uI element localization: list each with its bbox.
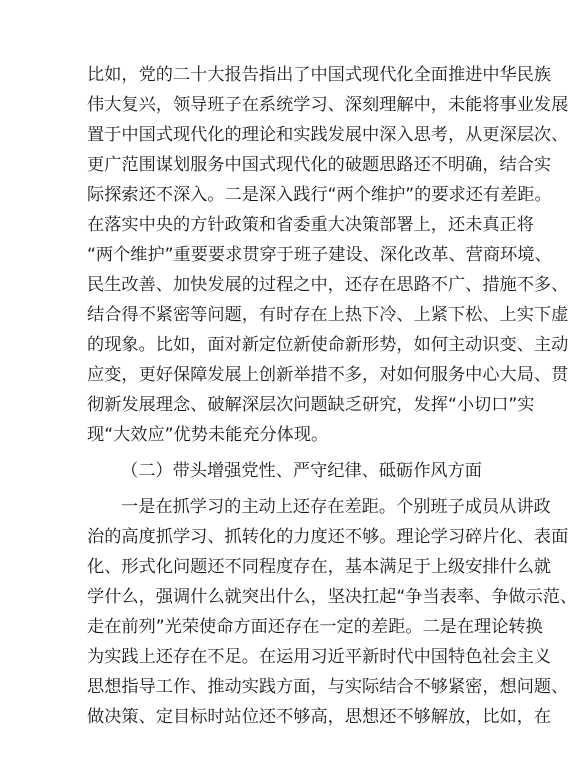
text-line: 置于中国式现代化的理论和实践发展中深入思考，从更深层次、 bbox=[87, 125, 569, 145]
text-line: 应变，更好保障发展上创新举措不多，对如何服务中心大局、贯 bbox=[87, 365, 569, 385]
text-line: 学什么，强调什么就突出什么，坚决扛起“争当表率、争做示范、 bbox=[87, 587, 578, 607]
text-line: 在落实中央的方针政策和省委重大决策部署上，还未真正将 bbox=[87, 215, 534, 235]
text-line: “两个维护”重要要求贯穿于班子建设、深化改革、营商环境、 bbox=[87, 245, 552, 265]
text-line: 比如，党的二十大报告指出了中国式现代化全面推进中华民族 bbox=[87, 65, 552, 85]
text-line: 结合得不紧密等问题，有时存在上热下冷、上紧下松、上实下虚 bbox=[87, 305, 569, 325]
text-line: 彻新发展理念、破解深层次问题缺乏研究，发挥“小切口”实 bbox=[87, 395, 535, 415]
text-line: 走在前列”光荣使命方面还存在一定的差距。二是在理论转换 bbox=[87, 617, 543, 637]
document-body bbox=[87, 60, 578, 732]
text-line: 一是在抓学习的主动上还存在差距。个别班子成员从讲政 bbox=[121, 497, 551, 517]
text-line: 伟大复兴，领导班子在系统学习、深刻理解中，未能将事业发展 bbox=[87, 95, 569, 115]
text-line: 现“大效应”优势未能充分体现。 bbox=[87, 425, 329, 445]
text-line: 更广范围谋划服务中国式现代化的破题思路还不明确，结合实 bbox=[87, 155, 552, 175]
section-heading: （二）带头增强党性、严守纪律、砥砺作风方面 bbox=[121, 461, 482, 481]
text-line: 际探索还不深入。二是深入践行“两个维护”的要求还有差距。 bbox=[87, 185, 552, 205]
text-line: 思想指导工作、推动实践方面，与实际结合不够紧密，想问题、 bbox=[87, 677, 569, 697]
text-line: 为实践上还存在不足。在运用习近平新时代中国特色社会主义 bbox=[87, 647, 552, 667]
text-line: 民生改善、加快发展的过程之中，还存在思路不广、措施不多、 bbox=[87, 275, 569, 295]
text-line: 化、形式化问题还不同程度存在，基本满足于上级安排什么就 bbox=[87, 557, 552, 577]
text-line: 治的高度抓学习、抓转化的力度还不够。理论学习碎片化、表面 bbox=[87, 527, 569, 547]
text-line: 做决策、定目标时站位还不够高，思想还不够解放，比如，在 bbox=[87, 707, 552, 727]
text-line: 的现象。比如，面对新定位新使命新形势，如何主动识变、主动 bbox=[87, 335, 569, 355]
